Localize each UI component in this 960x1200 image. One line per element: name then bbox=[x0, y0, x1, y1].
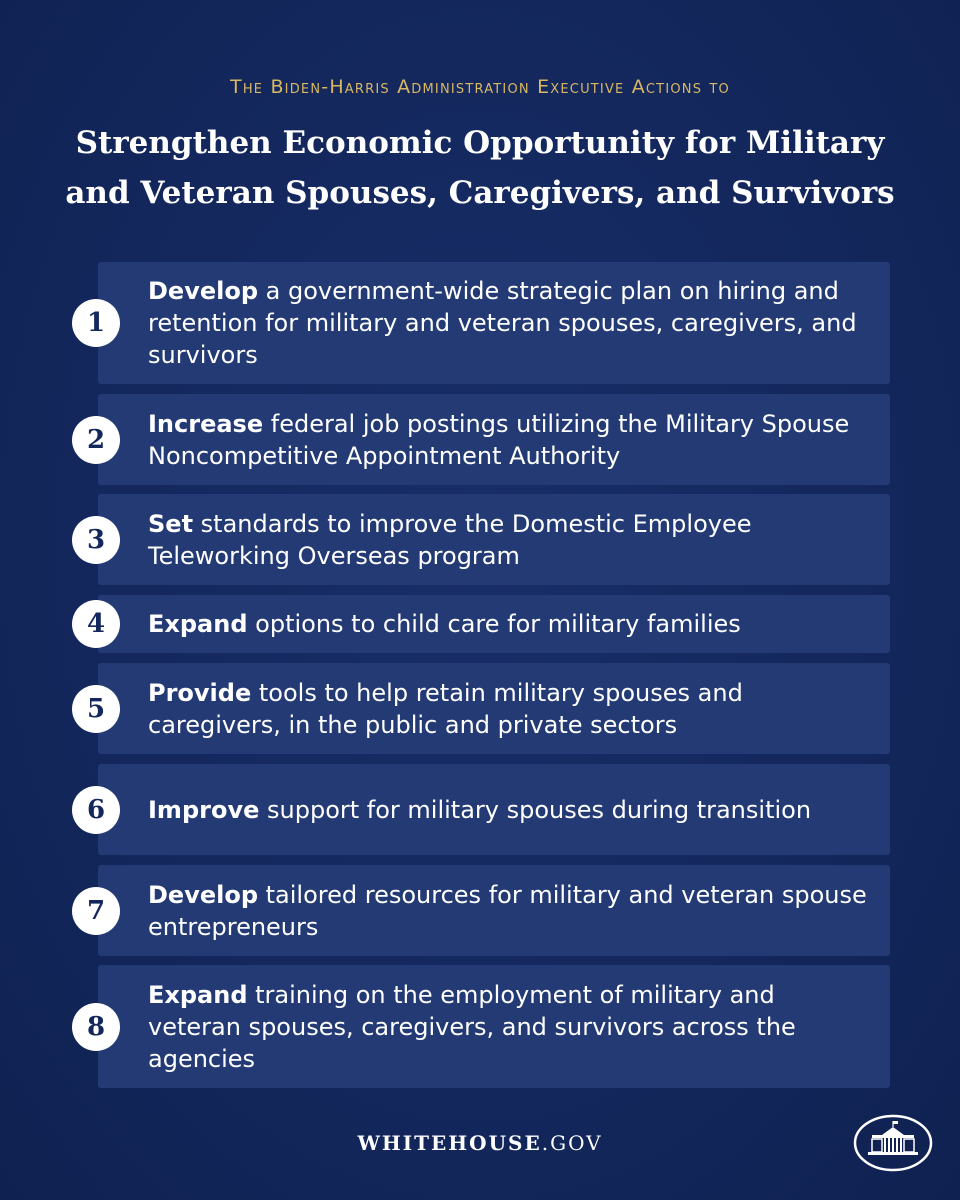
number-badge: 8 bbox=[72, 1003, 120, 1051]
number-badge: 1 bbox=[72, 299, 120, 347]
action-description: federal job postings utilizing the Military Spouse Noncompetitive Appointment Authority bbox=[148, 409, 850, 470]
action-verb: Increase bbox=[148, 409, 264, 438]
action-verb: Improve bbox=[148, 795, 260, 824]
action-item-3 bbox=[86, 494, 890, 585]
action-item-6 bbox=[86, 764, 890, 855]
website-link[interactable] bbox=[0, 1131, 960, 1155]
number-badge: 6 bbox=[72, 786, 120, 834]
website-tld: .GOV bbox=[541, 1131, 603, 1155]
action-text bbox=[148, 879, 870, 943]
number-badge: 5 bbox=[72, 685, 120, 733]
action-text bbox=[148, 408, 870, 472]
action-description: tailored resources for military and veteran spouse entrepreneurs bbox=[148, 880, 867, 941]
action-description: options to child care for military families bbox=[247, 610, 741, 638]
action-item-4 bbox=[86, 595, 890, 653]
page-title bbox=[20, 118, 940, 218]
action-verb: Provide bbox=[148, 678, 252, 707]
number-badge: 7 bbox=[72, 887, 120, 935]
action-text bbox=[148, 508, 870, 572]
action-text bbox=[148, 794, 870, 826]
action-item-2 bbox=[86, 394, 890, 485]
action-text bbox=[148, 677, 870, 741]
number-badge: 3 bbox=[72, 516, 120, 564]
action-verb: Develop bbox=[148, 880, 259, 909]
number-badge: 4 bbox=[72, 600, 120, 648]
action-description: support for military spouses during transition bbox=[259, 795, 812, 824]
website-domain: WHITEHOUSE bbox=[357, 1131, 542, 1155]
action-item-7 bbox=[86, 865, 890, 956]
action-item-5 bbox=[86, 663, 890, 754]
action-verb: Expand bbox=[148, 980, 248, 1009]
kicker-text: The Biden-Harris Administration Executive Actions to bbox=[230, 76, 730, 98]
action-text bbox=[148, 979, 870, 1075]
action-verb: Set bbox=[148, 509, 194, 538]
action-item-1 bbox=[86, 262, 890, 384]
action-text bbox=[148, 608, 870, 640]
action-verb: Develop bbox=[148, 277, 259, 305]
action-description: standards to improve the Domestic Employee Teleworking Overseas program bbox=[148, 509, 752, 570]
action-description: a government-wide strategic plan on hiring and retention for military and veteran spouses, caregivers, and survivors bbox=[148, 277, 857, 369]
page-title-line-1: Strengthen Economic Opportunity for Military bbox=[75, 125, 885, 161]
action-verb: Expand bbox=[148, 610, 248, 638]
white-house-seal-icon bbox=[852, 1113, 934, 1173]
action-item-8 bbox=[86, 965, 890, 1088]
action-description: training on the employment of military and veteran spouses, caregivers, and survivors across the agencies bbox=[148, 980, 796, 1073]
page-title-line-2: and Veteran Spouses, Caregivers, and Survivors bbox=[65, 175, 895, 211]
action-description: tools to help retain military spouses and caregivers, in the public and private sectors bbox=[148, 678, 743, 739]
number-badge: 2 bbox=[72, 416, 120, 464]
action-text bbox=[148, 275, 870, 371]
